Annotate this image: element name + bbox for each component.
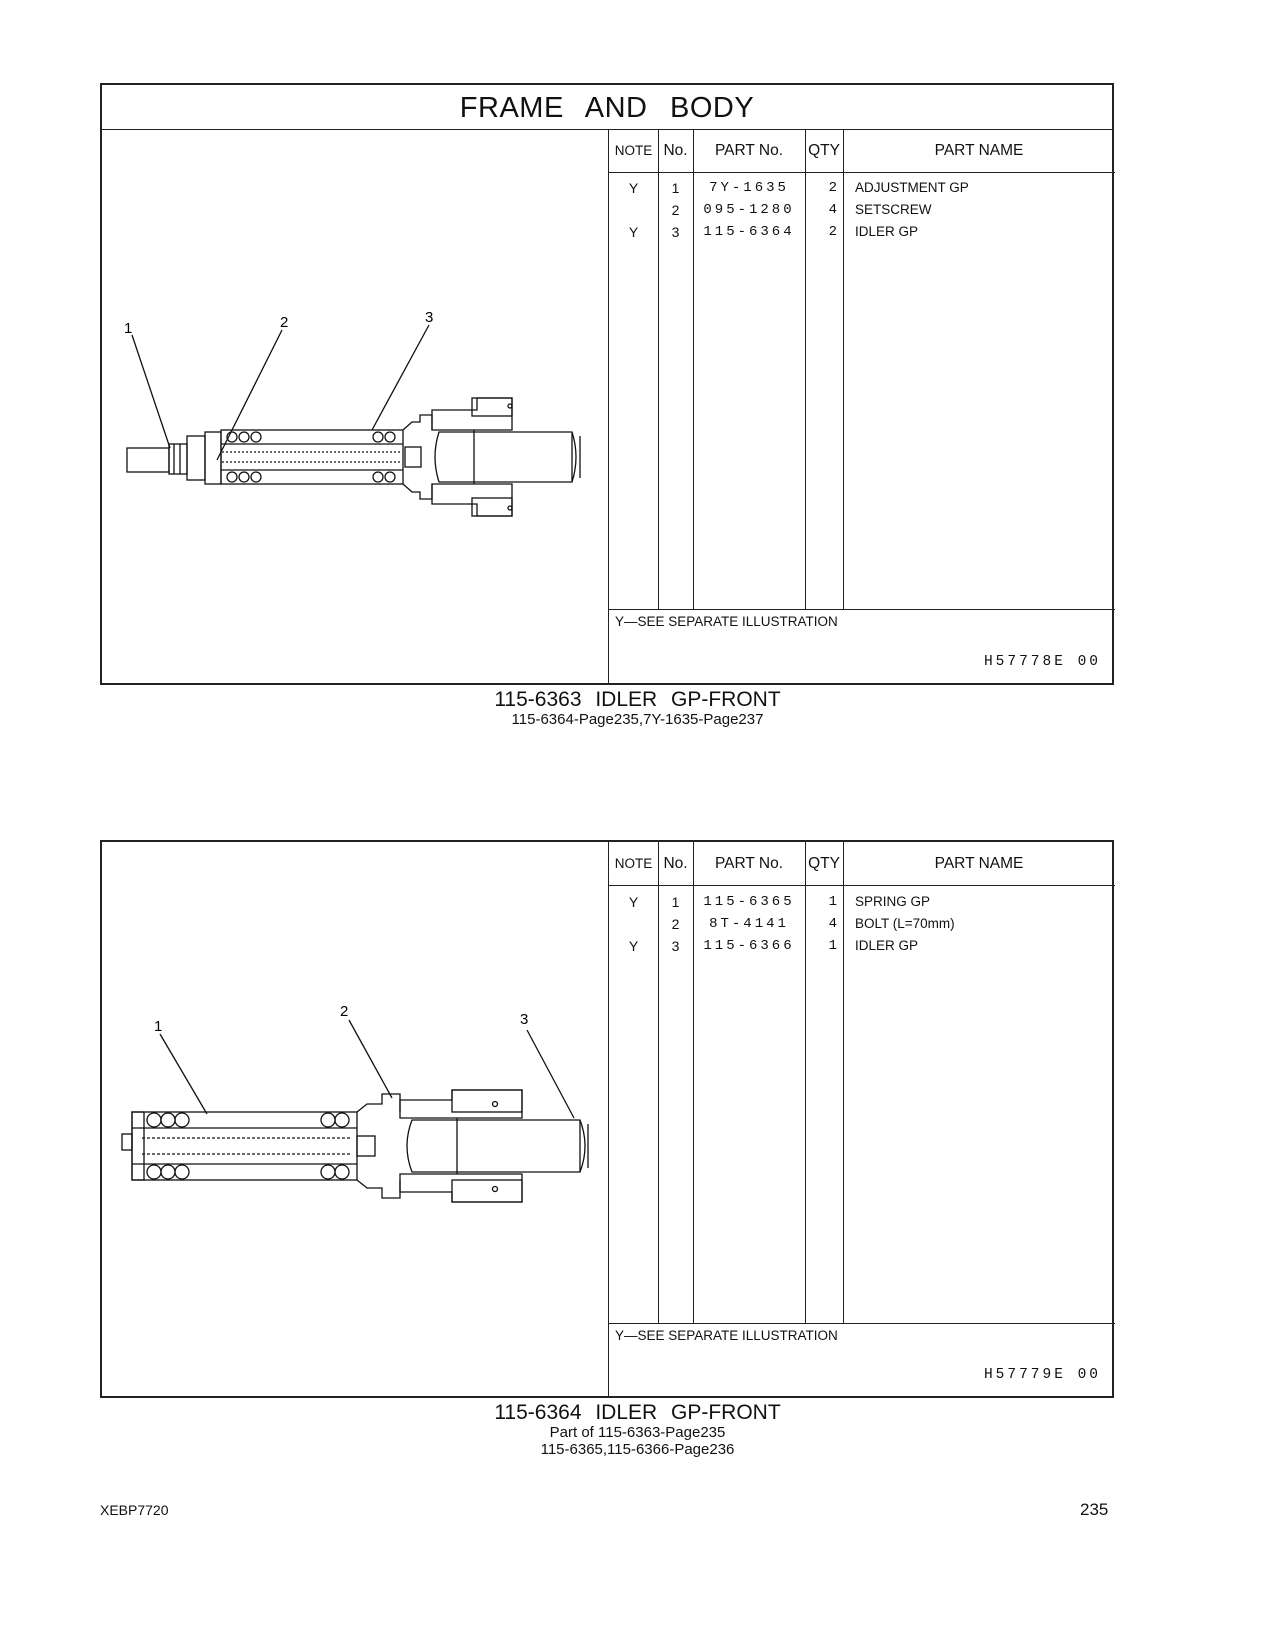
- header-no: No.: [663, 142, 688, 159]
- row-part-no: 115-6364: [703, 224, 795, 240]
- header-part-name: PART NAME: [934, 142, 1024, 159]
- header-part-no: PART No.: [714, 142, 784, 159]
- parts-rows: [609, 891, 1115, 957]
- separate-illustration-note: Y—SEE SEPARATE ILLUSTRATION: [615, 1328, 838, 1343]
- table-row: [609, 913, 1115, 935]
- row-note: Y: [628, 938, 639, 954]
- header-part-name: PART NAME: [934, 855, 1024, 872]
- row-part-name: SPRING GP: [855, 894, 931, 909]
- table-footer: [609, 609, 1115, 686]
- row-qty: 4: [828, 916, 837, 932]
- row-part-name: ADJUSTMENT GP: [855, 180, 969, 195]
- header-note: NOTE: [614, 143, 653, 158]
- callout-2: 2: [280, 314, 289, 331]
- idler-assembly-drawing-1: [102, 130, 608, 685]
- panel-caption-1: [0, 689, 1275, 728]
- callout-3: 3: [520, 1011, 529, 1028]
- header-qty: QTY: [808, 142, 840, 159]
- row-part-name: IDLER GP: [855, 938, 919, 953]
- row-part-no: 095-1280: [703, 202, 795, 218]
- caption-title: 115-6364 IDLER GP-FRONT: [494, 1401, 781, 1424]
- illustration-ref-code: H57778E 00: [983, 654, 1101, 670]
- parts-table-1: [608, 129, 1115, 685]
- row-no: 3: [671, 224, 680, 240]
- panel-caption-2: [0, 1402, 1275, 1458]
- row-no: 1: [671, 180, 680, 196]
- callout-1: 1: [154, 1018, 163, 1035]
- row-qty: 1: [828, 894, 837, 910]
- callout-2: 2: [340, 1003, 349, 1020]
- row-no: 1: [671, 894, 680, 910]
- idler-assembly-drawing-2: [102, 842, 608, 1397]
- row-part-no: 115-6365: [703, 894, 795, 910]
- exploded-illustration-1: [102, 130, 608, 685]
- row-part-no: 7Y-1635: [709, 180, 789, 196]
- row-no: 3: [671, 938, 680, 954]
- row-no: 2: [671, 202, 680, 218]
- callout-3: 3: [425, 309, 434, 326]
- row-note: Y: [628, 224, 639, 240]
- caption-line: 115-6365,115-6366-Page236: [540, 1441, 735, 1458]
- table-row: [609, 199, 1115, 221]
- table-row: [609, 935, 1115, 957]
- caption-line: Part of 115-6363-Page235: [549, 1424, 726, 1441]
- row-part-name: IDLER GP: [855, 224, 919, 239]
- header-no: No.: [663, 855, 688, 872]
- parts-table-2: [608, 842, 1115, 1398]
- exploded-illustration-2: [102, 842, 608, 1397]
- document-id: XEBP7720: [100, 1502, 169, 1518]
- parts-panel-1: [100, 83, 1114, 685]
- table-row: [609, 221, 1115, 243]
- header-part-no: PART No.: [714, 855, 784, 872]
- parts-rows: [609, 177, 1115, 243]
- row-no: 2: [671, 916, 680, 932]
- page-number: 235: [1080, 1500, 1109, 1519]
- row-note: Y: [628, 180, 639, 196]
- caption-title: 115-6363 IDLER GP-FRONT: [494, 688, 781, 711]
- caption-line: 115-6364-Page235,7Y-1635-Page237: [511, 711, 764, 728]
- row-part-no: 8T-4141: [709, 916, 789, 932]
- row-qty: 2: [828, 180, 837, 196]
- separate-illustration-note: Y—SEE SEPARATE ILLUSTRATION: [615, 614, 838, 629]
- row-part-name: SETSCREW: [855, 202, 932, 217]
- callout-1: 1: [124, 320, 133, 337]
- row-qty: 1: [828, 938, 837, 954]
- row-part-no: 115-6366: [703, 938, 795, 954]
- table-row: [609, 177, 1115, 199]
- row-note: Y: [628, 894, 639, 910]
- parts-panel-2: [100, 840, 1114, 1398]
- row-part-name: BOLT (L=70mm): [855, 916, 955, 931]
- table-row: [609, 891, 1115, 913]
- header-note: NOTE: [614, 856, 653, 871]
- row-qty: 4: [828, 202, 837, 218]
- row-qty: 2: [828, 224, 837, 240]
- table-footer: [609, 1323, 1115, 1399]
- section-title: FRAME AND BODY: [102, 85, 1112, 130]
- header-qty: QTY: [808, 855, 840, 872]
- illustration-ref-code: H57779E 00: [983, 1367, 1101, 1383]
